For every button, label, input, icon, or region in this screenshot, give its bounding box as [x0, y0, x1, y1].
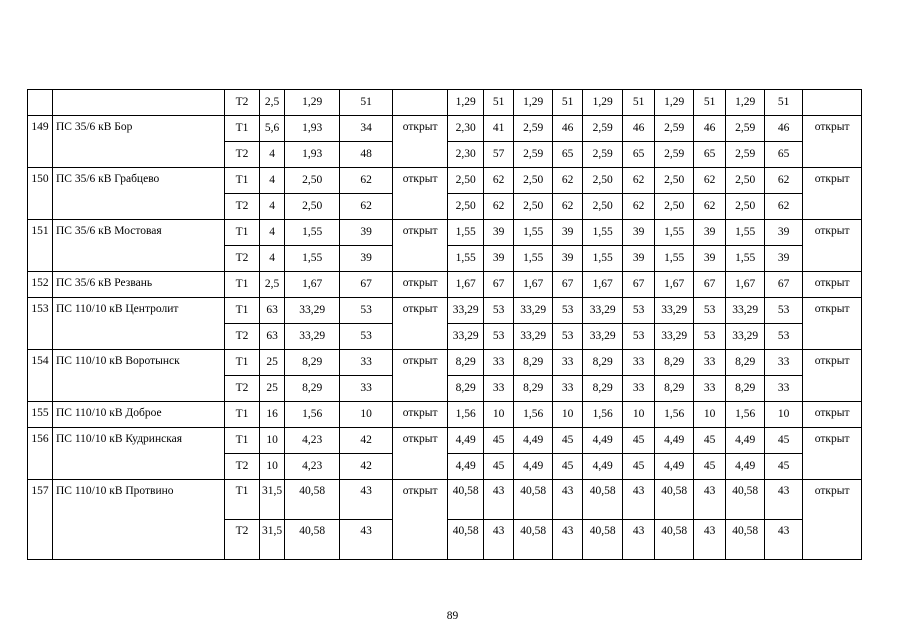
- forecast-load: 33,29: [448, 298, 484, 324]
- forecast-pct: 53: [553, 298, 583, 324]
- forecast-load: 8,29: [448, 376, 484, 402]
- row-number: 151: [28, 220, 53, 272]
- current-load: 33,29: [285, 298, 340, 324]
- forecast-load: 8,29: [514, 376, 553, 402]
- forecast-pct: 39: [484, 220, 514, 246]
- current-load: 1,93: [285, 142, 340, 168]
- forecast-pct: 43: [553, 480, 583, 520]
- row-number: [28, 90, 53, 116]
- substation-name: ПС 35/6 кВ Бор: [53, 116, 225, 168]
- forecast-load: 2,59: [726, 142, 765, 168]
- forecast-load: 2,50: [726, 168, 765, 194]
- forecast-load: 2,50: [448, 168, 484, 194]
- status-forecast: открыт: [803, 402, 862, 428]
- forecast-pct: 53: [553, 324, 583, 350]
- forecast-pct: 65: [765, 142, 803, 168]
- current-load: 8,29: [285, 376, 340, 402]
- forecast-load: 33,29: [514, 324, 553, 350]
- forecast-pct: 45: [694, 454, 726, 480]
- transformer: Т2: [225, 142, 260, 168]
- table-row: [28, 402, 862, 428]
- forecast-pct: 39: [623, 246, 655, 272]
- forecast-load: 33,29: [726, 324, 765, 350]
- status-current: открыт: [393, 480, 448, 560]
- rated-power: 10: [260, 454, 285, 480]
- forecast-load: 2,59: [583, 142, 623, 168]
- rated-power: 4: [260, 142, 285, 168]
- row-number: 149: [28, 116, 53, 168]
- forecast-pct: 33: [623, 350, 655, 376]
- forecast-load: 2,50: [655, 168, 694, 194]
- table-row: [28, 90, 862, 116]
- forecast-pct: 33: [484, 350, 514, 376]
- forecast-load: 40,58: [448, 480, 484, 520]
- forecast-load: 1,55: [583, 220, 623, 246]
- forecast-pct: 45: [765, 428, 803, 454]
- forecast-load: 2,50: [448, 194, 484, 220]
- forecast-pct: 53: [484, 324, 514, 350]
- current-load-pct: 39: [340, 246, 393, 272]
- transformer: Т1: [225, 272, 260, 298]
- rated-power: 2,5: [260, 272, 285, 298]
- status-forecast: открыт: [803, 480, 862, 560]
- substation-name: ПС 110/10 кВ Центролит: [53, 298, 225, 350]
- current-load-pct: 33: [340, 350, 393, 376]
- transformer: Т1: [225, 350, 260, 376]
- rated-power: 4: [260, 220, 285, 246]
- forecast-load: 40,58: [583, 480, 623, 520]
- status-forecast: открыт: [803, 220, 862, 272]
- page-number: 89: [446, 610, 459, 622]
- forecast-pct: 46: [623, 116, 655, 142]
- forecast-pct: 45: [623, 454, 655, 480]
- forecast-pct: 33: [553, 376, 583, 402]
- transformer: Т1: [225, 116, 260, 142]
- transformer: Т2: [225, 324, 260, 350]
- forecast-load: 40,58: [514, 480, 553, 520]
- rated-power: 2,5: [260, 90, 285, 116]
- status-forecast: открыт: [803, 116, 862, 168]
- forecast-load: 1,56: [583, 402, 623, 428]
- forecast-pct: 53: [765, 324, 803, 350]
- substation-name: ПС 110/10 кВ Воротынск: [53, 350, 225, 402]
- forecast-load: 1,67: [583, 272, 623, 298]
- table-row: [28, 298, 862, 324]
- forecast-pct: 51: [553, 90, 583, 116]
- current-load: 2,50: [285, 168, 340, 194]
- forecast-pct: 39: [694, 246, 726, 272]
- current-load-pct: 48: [340, 142, 393, 168]
- forecast-load: 33,29: [514, 298, 553, 324]
- row-number: 156: [28, 428, 53, 480]
- status-forecast: открыт: [803, 428, 862, 480]
- rated-power: 31,5: [260, 520, 285, 560]
- forecast-pct: 62: [553, 168, 583, 194]
- forecast-load: 8,29: [726, 350, 765, 376]
- forecast-load: 4,49: [655, 428, 694, 454]
- forecast-pct: 33: [484, 376, 514, 402]
- forecast-pct: 62: [765, 168, 803, 194]
- forecast-load: 1,55: [655, 246, 694, 272]
- forecast-pct: 33: [623, 376, 655, 402]
- forecast-load: 1,67: [448, 272, 484, 298]
- substation-name: ПС 110/10 кВ Кудринская: [53, 428, 225, 480]
- forecast-load: 4,49: [655, 454, 694, 480]
- forecast-pct: 67: [765, 272, 803, 298]
- forecast-load: 8,29: [514, 350, 553, 376]
- forecast-pct: 62: [765, 194, 803, 220]
- current-load-pct: 42: [340, 454, 393, 480]
- transformer: Т2: [225, 454, 260, 480]
- current-load: 33,29: [285, 324, 340, 350]
- forecast-pct: 45: [694, 428, 726, 454]
- transformer: Т1: [225, 220, 260, 246]
- forecast-pct: 43: [553, 520, 583, 560]
- forecast-pct: 51: [694, 90, 726, 116]
- status-current: открыт: [393, 220, 448, 272]
- row-number: 153: [28, 298, 53, 350]
- current-load: 1,55: [285, 246, 340, 272]
- forecast-load: 2,30: [448, 116, 484, 142]
- forecast-load: 4,49: [514, 428, 553, 454]
- forecast-load: 2,59: [726, 116, 765, 142]
- forecast-pct: 57: [484, 142, 514, 168]
- table-row: [28, 350, 862, 376]
- forecast-pct: 62: [623, 194, 655, 220]
- transformer: Т1: [225, 428, 260, 454]
- forecast-pct: 39: [484, 246, 514, 272]
- forecast-pct: 65: [553, 142, 583, 168]
- status-forecast: открыт: [803, 350, 862, 402]
- forecast-load: 1,55: [726, 246, 765, 272]
- forecast-load: 40,58: [726, 520, 765, 560]
- table-row: [28, 272, 862, 298]
- forecast-load: 1,55: [448, 246, 484, 272]
- forecast-pct: 53: [623, 324, 655, 350]
- forecast-load: 2,30: [448, 142, 484, 168]
- rated-power: 63: [260, 324, 285, 350]
- forecast-pct: 43: [765, 480, 803, 520]
- status-forecast: открыт: [803, 168, 862, 220]
- forecast-pct: 62: [484, 168, 514, 194]
- forecast-load: 33,29: [726, 298, 765, 324]
- substation-name: ПС 35/6 кВ Мостовая: [53, 220, 225, 272]
- current-load-pct: 51: [340, 90, 393, 116]
- forecast-load: 8,29: [583, 350, 623, 376]
- forecast-load: 4,49: [514, 454, 553, 480]
- forecast-load: 2,59: [514, 142, 553, 168]
- current-load-pct: 33: [340, 376, 393, 402]
- current-load: 2,50: [285, 194, 340, 220]
- forecast-load: 1,55: [448, 220, 484, 246]
- rated-power: 25: [260, 376, 285, 402]
- forecast-load: 8,29: [726, 376, 765, 402]
- forecast-load: 33,29: [655, 324, 694, 350]
- forecast-load: 2,50: [655, 194, 694, 220]
- table-row: [28, 116, 862, 142]
- forecast-pct: 43: [623, 480, 655, 520]
- rated-power: 25: [260, 350, 285, 376]
- forecast-pct: 10: [765, 402, 803, 428]
- status-current: открыт: [393, 272, 448, 298]
- forecast-pct: 62: [694, 194, 726, 220]
- forecast-pct: 43: [765, 520, 803, 560]
- forecast-load: 1,29: [583, 90, 623, 116]
- forecast-pct: 43: [623, 520, 655, 560]
- forecast-pct: 62: [553, 194, 583, 220]
- forecast-pct: 33: [694, 376, 726, 402]
- forecast-load: 8,29: [655, 376, 694, 402]
- forecast-pct: 39: [623, 220, 655, 246]
- forecast-pct: 67: [484, 272, 514, 298]
- transformer: Т2: [225, 520, 260, 560]
- forecast-pct: 45: [623, 428, 655, 454]
- forecast-load: 40,58: [448, 520, 484, 560]
- forecast-load: 40,58: [655, 520, 694, 560]
- forecast-load: 8,29: [655, 350, 694, 376]
- forecast-pct: 46: [694, 116, 726, 142]
- forecast-pct: 43: [694, 480, 726, 520]
- row-number: 154: [28, 350, 53, 402]
- forecast-pct: 33: [765, 350, 803, 376]
- forecast-pct: 53: [694, 298, 726, 324]
- forecast-load: 1,56: [448, 402, 484, 428]
- current-load-pct: 43: [340, 480, 393, 520]
- forecast-load: 1,56: [655, 402, 694, 428]
- current-load: 1,55: [285, 220, 340, 246]
- forecast-load: 2,50: [583, 194, 623, 220]
- rated-power: 4: [260, 246, 285, 272]
- table-row: [28, 168, 862, 194]
- status-forecast: открыт: [803, 298, 862, 350]
- forecast-load: 40,58: [655, 480, 694, 520]
- forecast-pct: 62: [484, 194, 514, 220]
- current-load: 40,58: [285, 480, 340, 520]
- status-current: открыт: [393, 298, 448, 350]
- forecast-load: 4,49: [583, 454, 623, 480]
- current-load-pct: 10: [340, 402, 393, 428]
- rated-power: 4: [260, 168, 285, 194]
- forecast-load: 8,29: [583, 376, 623, 402]
- forecast-pct: 62: [694, 168, 726, 194]
- forecast-pct: 43: [484, 520, 514, 560]
- substation-name: [53, 90, 225, 116]
- forecast-load: 33,29: [583, 324, 623, 350]
- forecast-pct: 33: [694, 350, 726, 376]
- row-number: 152: [28, 272, 53, 298]
- status-forecast: открыт: [803, 272, 862, 298]
- substation-load-table: [27, 89, 862, 560]
- forecast-pct: 45: [765, 454, 803, 480]
- forecast-pct: 39: [765, 246, 803, 272]
- transformer: Т1: [225, 168, 260, 194]
- current-load: 40,58: [285, 520, 340, 560]
- forecast-load: 1,67: [514, 272, 553, 298]
- status-current: открыт: [393, 402, 448, 428]
- current-load-pct: 34: [340, 116, 393, 142]
- forecast-load: 1,29: [448, 90, 484, 116]
- forecast-load: 1,55: [726, 220, 765, 246]
- forecast-pct: 10: [553, 402, 583, 428]
- forecast-load: 33,29: [583, 298, 623, 324]
- forecast-pct: 45: [484, 454, 514, 480]
- forecast-load: 1,29: [726, 90, 765, 116]
- current-load-pct: 43: [340, 520, 393, 560]
- forecast-pct: 33: [765, 376, 803, 402]
- transformer: Т2: [225, 194, 260, 220]
- transformer: Т2: [225, 246, 260, 272]
- transformer: Т1: [225, 480, 260, 520]
- forecast-load: 2,59: [655, 116, 694, 142]
- table-row: [28, 428, 862, 454]
- current-load: 1,67: [285, 272, 340, 298]
- rated-power: 31,5: [260, 480, 285, 520]
- forecast-pct: 43: [694, 520, 726, 560]
- forecast-pct: 39: [765, 220, 803, 246]
- transformer: Т2: [225, 90, 260, 116]
- transformer: Т1: [225, 298, 260, 324]
- current-load: 4,23: [285, 454, 340, 480]
- forecast-pct: 67: [553, 272, 583, 298]
- forecast-load: 33,29: [655, 298, 694, 324]
- forecast-pct: 39: [553, 220, 583, 246]
- status-current: открыт: [393, 350, 448, 402]
- forecast-load: 2,50: [583, 168, 623, 194]
- row-number: 150: [28, 168, 53, 220]
- forecast-load: 40,58: [514, 520, 553, 560]
- forecast-load: 4,49: [448, 428, 484, 454]
- forecast-load: 4,49: [726, 428, 765, 454]
- current-load-pct: 42: [340, 428, 393, 454]
- rated-power: 4: [260, 194, 285, 220]
- current-load-pct: 67: [340, 272, 393, 298]
- forecast-pct: 46: [765, 116, 803, 142]
- forecast-pct: 45: [553, 454, 583, 480]
- current-load-pct: 53: [340, 298, 393, 324]
- forecast-load: 1,55: [514, 220, 553, 246]
- forecast-pct: 65: [623, 142, 655, 168]
- forecast-pct: 53: [484, 298, 514, 324]
- forecast-pct: 33: [553, 350, 583, 376]
- forecast-load: 4,49: [583, 428, 623, 454]
- forecast-pct: 45: [484, 428, 514, 454]
- current-load-pct: 62: [340, 194, 393, 220]
- forecast-pct: 67: [694, 272, 726, 298]
- forecast-pct: 53: [623, 298, 655, 324]
- forecast-pct: 41: [484, 116, 514, 142]
- forecast-pct: 51: [765, 90, 803, 116]
- current-load: 4,23: [285, 428, 340, 454]
- status-current: открыт: [393, 168, 448, 220]
- row-number: 155: [28, 402, 53, 428]
- forecast-pct: 10: [694, 402, 726, 428]
- rated-power: 16: [260, 402, 285, 428]
- forecast-pct: 46: [553, 116, 583, 142]
- forecast-load: 2,50: [514, 194, 553, 220]
- status-current: открыт: [393, 428, 448, 480]
- forecast-load: 1,55: [655, 220, 694, 246]
- rated-power: 63: [260, 298, 285, 324]
- forecast-pct: 10: [484, 402, 514, 428]
- forecast-pct: 67: [623, 272, 655, 298]
- current-load: 1,93: [285, 116, 340, 142]
- current-load: 1,29: [285, 90, 340, 116]
- forecast-pct: 53: [694, 324, 726, 350]
- forecast-pct: 45: [553, 428, 583, 454]
- forecast-pct: 51: [484, 90, 514, 116]
- current-load: 8,29: [285, 350, 340, 376]
- forecast-pct: 39: [694, 220, 726, 246]
- forecast-load: 1,55: [514, 246, 553, 272]
- forecast-load: 1,67: [726, 272, 765, 298]
- forecast-load: 2,50: [514, 168, 553, 194]
- forecast-load: 33,29: [448, 324, 484, 350]
- status-current: [393, 90, 448, 116]
- table-row: [28, 480, 862, 520]
- forecast-load: 1,56: [514, 402, 553, 428]
- forecast-load: 40,58: [726, 480, 765, 520]
- forecast-pct: 43: [484, 480, 514, 520]
- forecast-load: 1,55: [583, 246, 623, 272]
- transformer: Т1: [225, 402, 260, 428]
- forecast-load: 4,49: [448, 454, 484, 480]
- transformer: Т2: [225, 376, 260, 402]
- forecast-pct: 53: [765, 298, 803, 324]
- substation-name: ПС 110/10 кВ Доброе: [53, 402, 225, 428]
- current-load: 1,56: [285, 402, 340, 428]
- forecast-pct: 39: [553, 246, 583, 272]
- substation-name: ПС 35/6 кВ Резвань: [53, 272, 225, 298]
- status-forecast: [803, 90, 862, 116]
- rated-power: 10: [260, 428, 285, 454]
- forecast-load: 1,29: [514, 90, 553, 116]
- forecast-load: 1,56: [726, 402, 765, 428]
- substation-name: ПС 35/6 кВ Грабцево: [53, 168, 225, 220]
- rated-power: 5,6: [260, 116, 285, 142]
- forecast-pct: 10: [623, 402, 655, 428]
- substation-name: ПС 110/10 кВ Протвино: [53, 480, 225, 560]
- current-load-pct: 53: [340, 324, 393, 350]
- forecast-load: 40,58: [583, 520, 623, 560]
- forecast-load: 8,29: [448, 350, 484, 376]
- status-current: открыт: [393, 116, 448, 168]
- forecast-load: 2,50: [726, 194, 765, 220]
- forecast-load: 4,49: [726, 454, 765, 480]
- row-number: 157: [28, 480, 53, 560]
- forecast-pct: 51: [623, 90, 655, 116]
- forecast-load: 1,29: [655, 90, 694, 116]
- table-row: [28, 220, 862, 246]
- current-load-pct: 39: [340, 220, 393, 246]
- forecast-load: 2,59: [583, 116, 623, 142]
- forecast-pct: 65: [694, 142, 726, 168]
- forecast-load: 2,59: [514, 116, 553, 142]
- current-load-pct: 62: [340, 168, 393, 194]
- forecast-load: 2,59: [655, 142, 694, 168]
- forecast-pct: 62: [623, 168, 655, 194]
- forecast-load: 1,67: [655, 272, 694, 298]
